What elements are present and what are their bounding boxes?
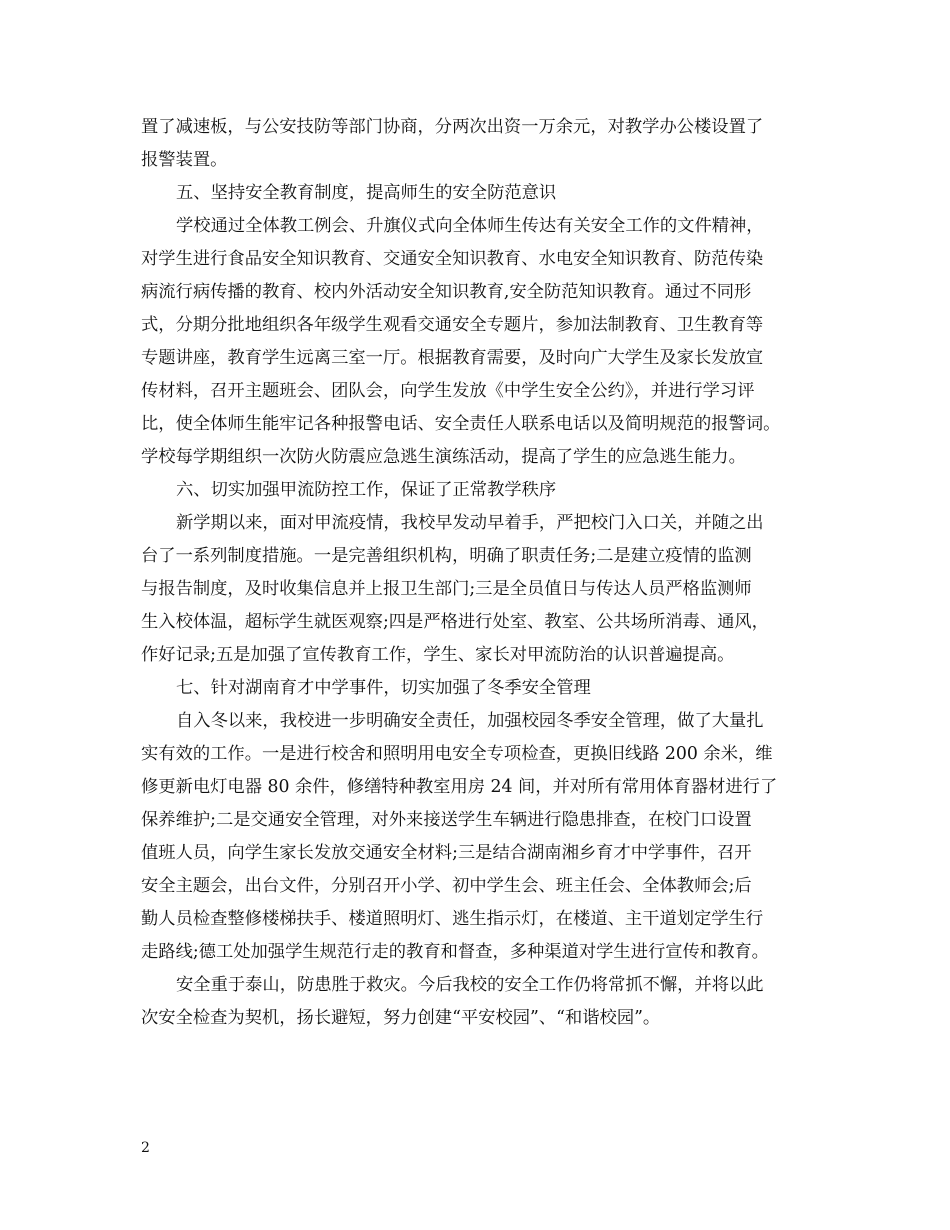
section-heading-7: 七、针对湖南育才中学事件，切实加强了冬季安全管理: [176, 678, 591, 698]
text-line: 安全主题会，出台文件，分别召开小学、初中学生会、班主任会、全体教师会;后: [141, 876, 752, 896]
page-number: 2: [141, 1140, 150, 1156]
text-line: 勤人员检查整修楼梯扶手、楼道照明灯、逃生指示灯，在楼道、主干道划定学生行: [141, 909, 764, 929]
text-line: 与报告制度，及时收集信息并上报卫生部门;三是全员值日与传达人员严格监测师: [141, 579, 752, 599]
text-line: 式，分期分批地组织各年级学生观看交通安全专题片，参加法制教育、卫生教育等: [141, 315, 764, 335]
section-heading-6: 六、切实加强甲流防控工作，保证了正常教学秩序: [176, 480, 557, 500]
text-line: 对学生进行食品安全知识教育、交通安全知识教育、水电安全知识教育、防范传染: [141, 249, 764, 269]
text-line: 专题讲座，教育学生远离三室一厅。根据教育需要，及时向广大学生及家长发放宣: [141, 348, 764, 368]
paragraph-start: 自入冬以来，我校进一步明确安全责任，加强校园冬季安全管理，做了大量扎: [176, 711, 764, 731]
text-line: 报警装置。: [141, 150, 228, 170]
text-line: 病流行病传播的教育、校内外活动安全知识教育,安全防范知识教育。通过不同形: [141, 282, 752, 302]
section-heading-5: 五、坚持安全教育制度，提高师生的安全防范意识: [176, 183, 557, 203]
text-line: 学校每学期组织一次防火防震应急逃生演练活动，提高了学生的应急逃生能力。: [141, 447, 746, 467]
text-line: 修更新电灯电器 80 余件，修缮特种教室用房 24 间，并对所有常用体育器材进行了: [141, 777, 778, 797]
paragraph-start: 学校通过全体教工例会、升旗仪式向全体师生传达有关安全工作的文件精神，: [176, 216, 764, 236]
text-line: 走路线;德工处加强学生规范行走的教育和督查，多种渠道对学生进行宣传和教育。: [141, 942, 769, 962]
paragraph-start: 新学期以来，面对甲流疫情，我校早发动早着手，严把校门入口关，并随之出: [176, 513, 764, 533]
text-line: 传材料，召开主题班会、团队会，向学生发放《中学生安全公约》，并进行学习评: [141, 381, 755, 401]
text-line: 比，使全体师生能牢记各种报警电话、安全责任人联系电话以及简明规范的报警词。: [141, 414, 781, 434]
text-line: 保养维护;二是交通安全管理，对外来接送学生车辆进行隐患排查，在校门口设置: [141, 810, 752, 830]
text-line: 台了一系列制度措施。一是完善组织机构，明确了职责任务;二是建立疫情的监测: [141, 546, 752, 566]
text-line: 次安全检查为契机，扬长避短，努力创建“平安校园”、“和谐校园”。: [141, 1008, 661, 1028]
text-line: 实有效的工作。一是进行校舍和照明用电安全专项检查，更换旧线路 200 余米，维: [141, 744, 773, 764]
text-line: 值班人员，向学生家长发放交通安全材料;三是结合湖南湘乡育才中学事件，召开: [141, 843, 752, 863]
text-line: 置了减速板，与公安技防等部门协商，分两次出资一万余元，对教学办公楼设置了: [141, 117, 764, 137]
text-line: 生入校体温，超标学生就医观察;四是严格进行处室、教室、公共场所消毒、通风，: [141, 612, 769, 632]
paragraph-start: 安全重于泰山，防患胜于救灾。今后我校的安全工作仍将常抓不懈，并将以此: [176, 975, 764, 995]
text-line: 作好记录;五是加强了宣传教育工作，学生、家长对甲流防治的认识普遍提高。: [141, 645, 735, 665]
